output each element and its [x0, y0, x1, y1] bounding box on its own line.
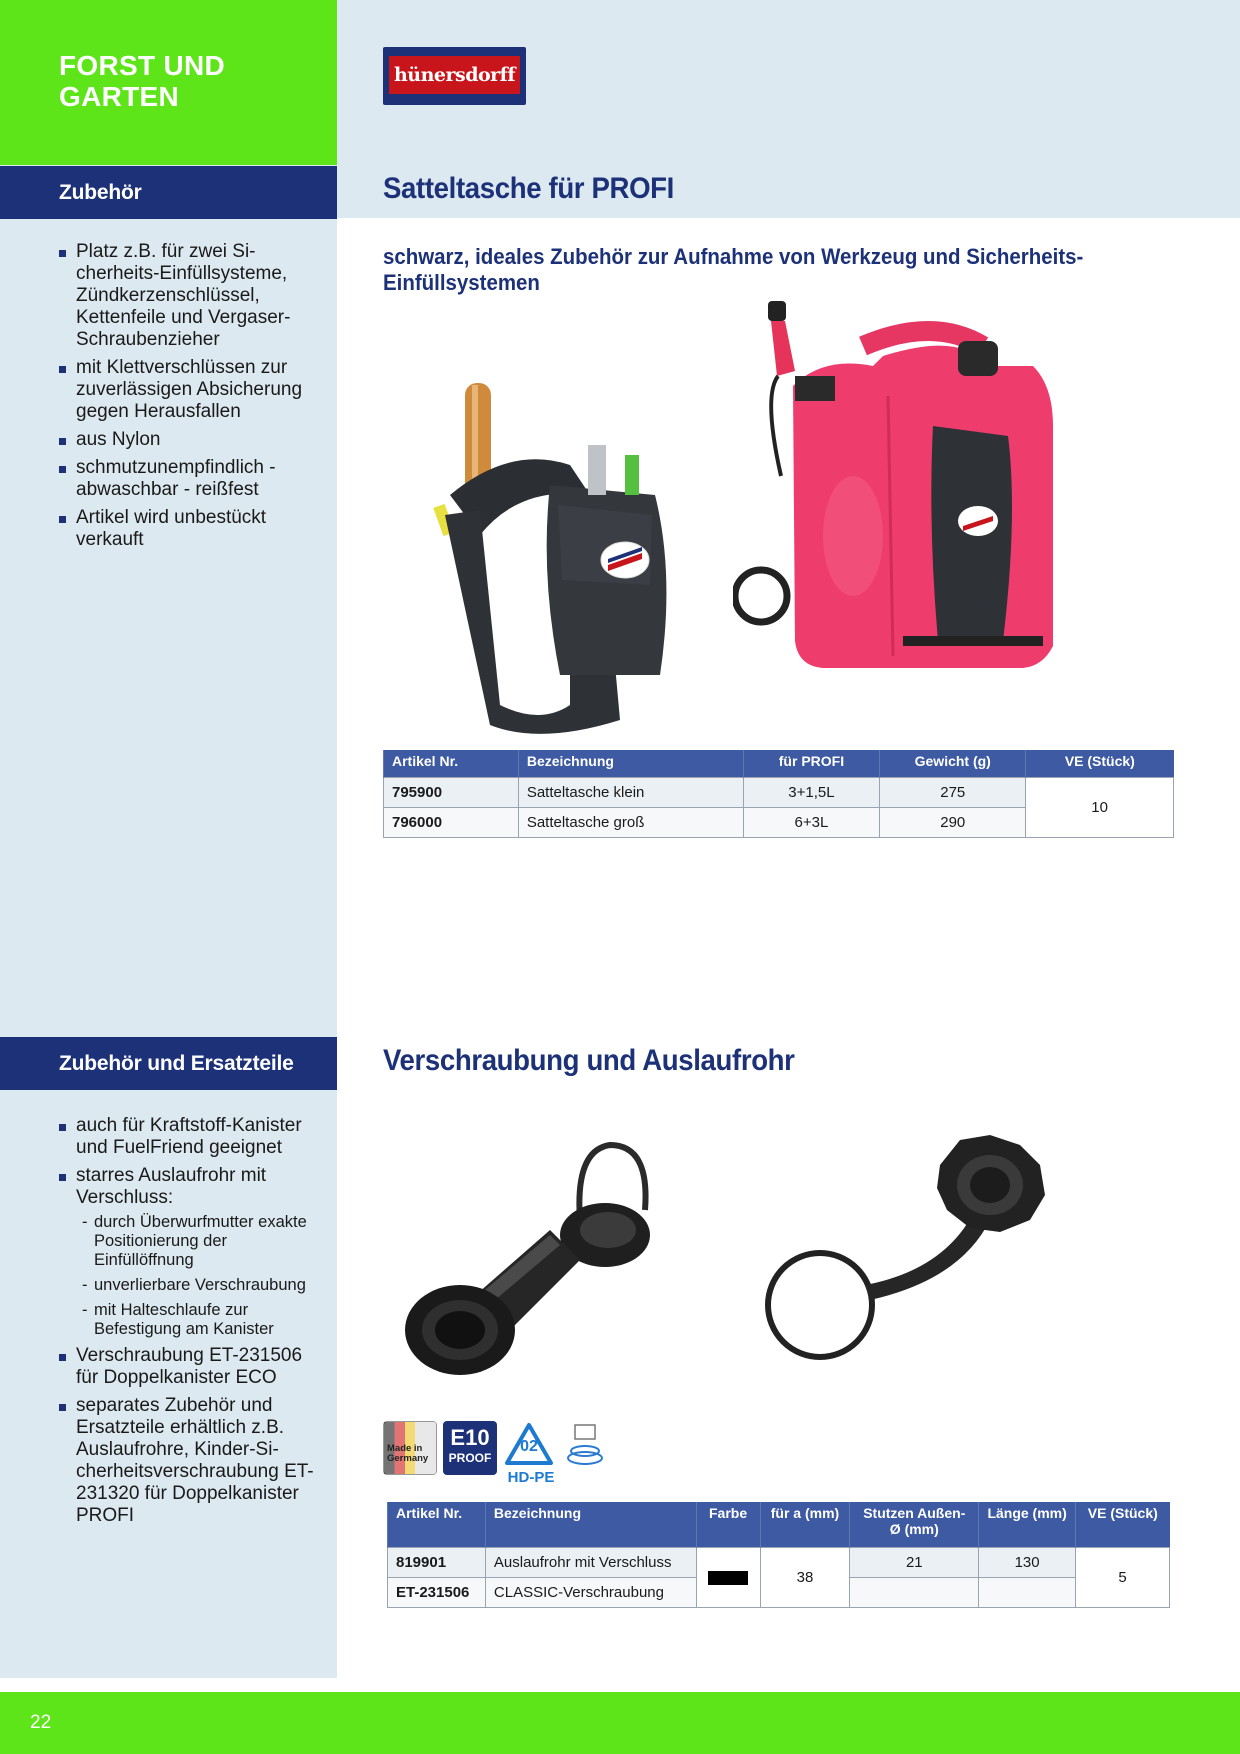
bullet-square-icon: [59, 366, 66, 373]
spec-table-verschraubung: [387, 1502, 1170, 1608]
bullet-square-icon: [59, 1174, 66, 1181]
bullet-square-icon: [59, 466, 66, 473]
packing-unit: 5: [1076, 1547, 1170, 1607]
list-item: Platz z.B. für zwei Sicherheits-Einfüllsysteme, Zündkerzenschlüssel, Kettenfeile und Vergaser-Schraubenzieher: [59, 241, 324, 351]
list-item: separates Zubehör und Ersatzteile erhältlich z.B. Auslaufrohre, Kinder-Sicherheitsverschraubung ET-231320 für Doppelkanister PROFI: [59, 1395, 324, 1527]
seal-ring-icon: [563, 1421, 607, 1471]
list-item: aus Nylon: [59, 429, 324, 451]
outer-diameter: 21: [850, 1547, 979, 1577]
column-header: Artikel Nr.: [384, 750, 519, 777]
sidebar-heading-ersatzteile: Zubehör und Ersatzteile: [0, 1037, 337, 1090]
footer-bar: [0, 1692, 1240, 1754]
table-row: [388, 1547, 1170, 1577]
product-subtitle: schwarz, ideales Zubehör zur Aufnahme von Werkzeug und Sicherheits-Einfüllsystemen: [383, 244, 1084, 295]
bullet-square-icon: [59, 250, 66, 257]
column-header: Gewicht (g): [880, 750, 1026, 777]
cap-with-strap-photo: [765, 1120, 1085, 1370]
feature-list-2: [59, 1115, 324, 1533]
column-header: Bezeichnung: [518, 750, 743, 777]
sub-list: [82, 1213, 324, 1339]
product-title-satteltasche: Satteltasche für PROFI: [383, 172, 674, 205]
description: Satteltasche groß: [518, 807, 743, 837]
brand-logo: hünersdorff: [383, 47, 526, 105]
feature-list-1: [59, 241, 324, 557]
column-header: Farbe: [696, 1502, 760, 1547]
table-row: [384, 777, 1174, 807]
list-item: Artikel wird unbestückt verkauft: [59, 507, 324, 551]
color-swatch: [708, 1571, 748, 1585]
spec-table-satteltasche: [383, 750, 1174, 838]
category-banner: [0, 0, 337, 165]
column-header: Bezeichnung: [485, 1502, 696, 1547]
sub-list-item: - mit Halteschlaufe zur Befestigung am Kanister: [82, 1301, 274, 1338]
table-header-row: [384, 750, 1174, 777]
color-cell: [696, 1547, 760, 1607]
column-header: für PROFI: [743, 750, 880, 777]
weight: 275: [880, 777, 1026, 807]
article-number: 795900: [384, 777, 519, 807]
column-header: VE (Stück): [1026, 750, 1174, 777]
bullet-square-icon: [59, 1124, 66, 1131]
description: Auslaufrohr mit Verschluss: [485, 1547, 696, 1577]
spout-photo: [400, 1140, 670, 1380]
made-in-germany-badge: Made in Germany: [383, 1421, 437, 1475]
sidebar-heading-zubehoer: Zubehör: [0, 166, 337, 219]
article-number: 819901: [388, 1547, 486, 1577]
length: [979, 1577, 1076, 1607]
saddlebag-photo: [420, 375, 720, 735]
table-header-row: [388, 1502, 1170, 1547]
bullet-square-icon: [59, 1354, 66, 1361]
thread-size: 38: [760, 1547, 850, 1607]
description: CLASSIC-Verschraubung: [485, 1577, 696, 1607]
packing-unit: 10: [1026, 777, 1174, 837]
outer-diameter: [850, 1577, 979, 1607]
column-header: VE (Stück): [1076, 1502, 1170, 1547]
capacity: 6+3L: [743, 807, 880, 837]
list-item: starres Auslaufrohr mit Verschluss: - durch Überwurfmutter exakte Positionierung der Einfüllöffnung - unverlierbare Verschraubung - mit Halteschlaufe zur Befestigung am Kanister: [59, 1165, 324, 1339]
sub-list-item: - durch Überwurfmutter exakte Positionierung der Einfüllöffnung: [82, 1213, 307, 1269]
column-header: Artikel Nr.: [388, 1502, 486, 1547]
bullet-square-icon: [59, 1404, 66, 1411]
capacity: 3+1,5L: [743, 777, 880, 807]
product-title-verschraubung: Verschraubung und Auslaufrohr: [383, 1044, 795, 1077]
column-header: Länge (mm): [979, 1502, 1076, 1547]
list-item: mit Klettverschlüssen zur zuverlässigen Absicherung gegen Herausfallen: [59, 357, 324, 423]
recycling-hdpe-badge: 02 HD-PE: [501, 1421, 557, 1487]
list-item: schmutzunempfindlich - abwaschbar - reißfest: [59, 457, 324, 501]
double-canister-photo: [733, 296, 1083, 686]
list-item: Verschraubung ET-231506 für Doppelkanister ECO: [59, 1345, 324, 1389]
bullet-square-icon: [59, 516, 66, 523]
article-number: 796000: [384, 807, 519, 837]
article-number: ET-231506: [388, 1577, 486, 1607]
weight: 290: [880, 807, 1026, 837]
page-number: 22: [30, 1712, 52, 1733]
list-item: auch für Kraftstoff-Kanister und FuelFriend geeignet: [59, 1115, 324, 1159]
sub-list-item: - unverlierbare Verschraubung: [82, 1276, 306, 1294]
category-title: FORST UND GARTEN: [59, 50, 226, 112]
e10-proof-badge: E10 PROOF: [443, 1421, 497, 1475]
length: 130: [979, 1547, 1076, 1577]
bullet-square-icon: [59, 438, 66, 445]
description: Satteltasche klein: [518, 777, 743, 807]
column-header: für a (mm): [760, 1502, 850, 1547]
column-header: Stutzen Außen-Ø (mm): [850, 1502, 979, 1547]
